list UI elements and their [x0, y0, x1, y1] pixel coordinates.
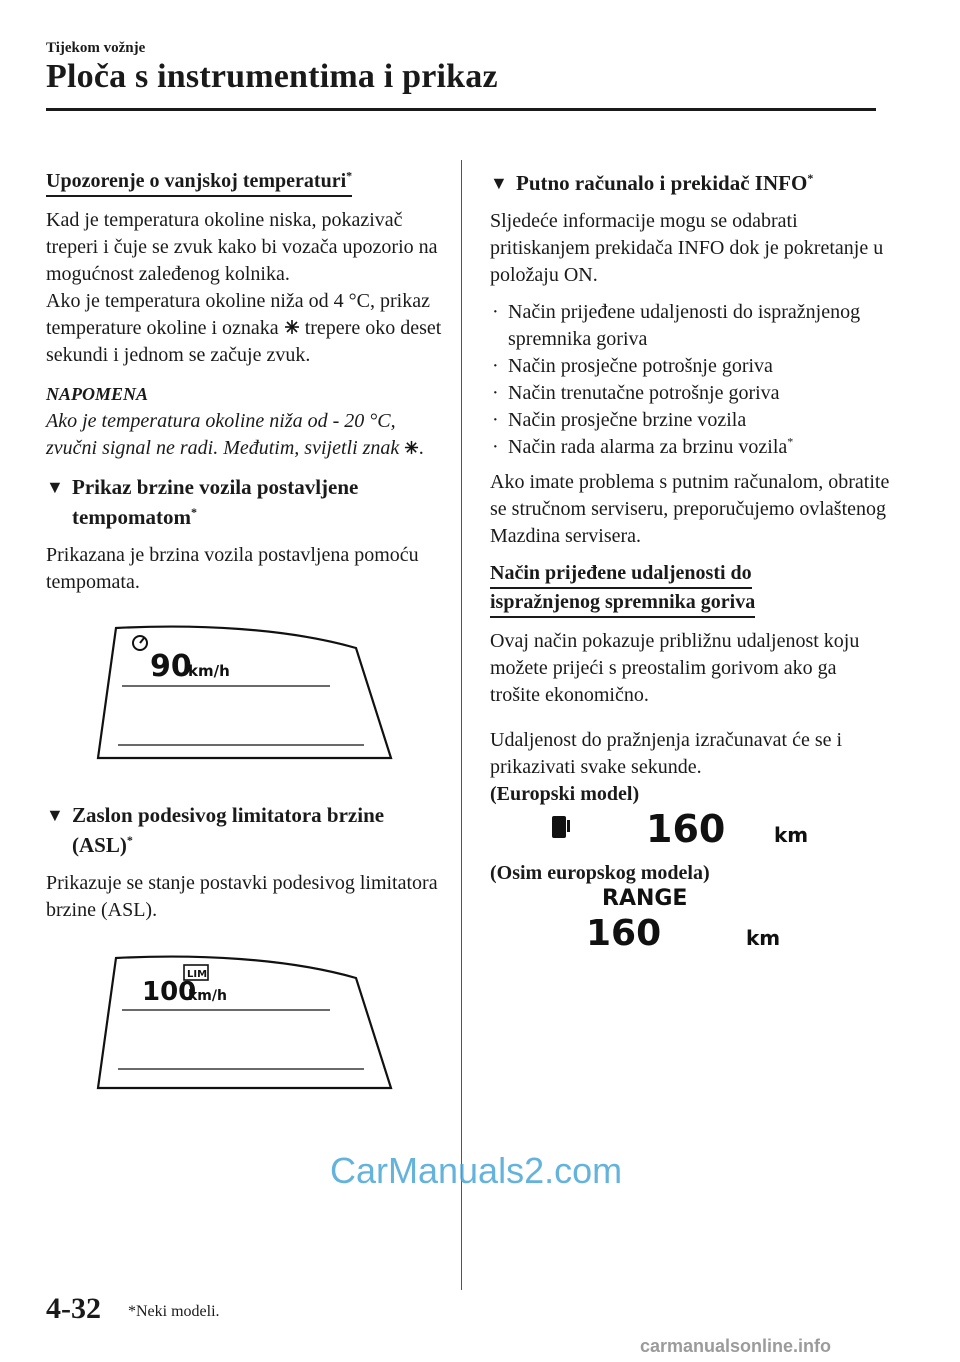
snowflake-icon	[284, 319, 300, 335]
snowflake-icon	[404, 440, 419, 455]
triangle-icon: ▼	[46, 805, 64, 825]
non-eu-model-label: (Osim europskog modela)	[490, 862, 710, 884]
triangle-icon: ▼	[490, 173, 508, 193]
range-heading-line-2: ispražnjenog spremnika goriva	[490, 589, 755, 618]
outside-temp-text-2: Ako je temperatura okoline niža od 4 °C, prikaz temperature okoline i oznaka trepere oko deset sekundi i jednom se začuje zvuk.	[46, 290, 442, 366]
outside-temp-text-1: Kad je temperatura okoline niska, pokazivač treperi i čuje se zvuk kako bi vozača upozorio na mogućnost zaleđenog kolnika.	[46, 209, 438, 285]
list-item: · Način prosječne potrošnje goriva	[492, 355, 773, 377]
non-eu-range-display	[490, 885, 890, 957]
range-heading-line-1: Način prijeđene udaljenosti do	[490, 560, 752, 589]
lim-badge-text: LIM	[187, 969, 208, 980]
asl-speed-value: 100	[142, 977, 197, 1007]
trip-intro: Sljedeće informacije mogu se odabrati pritiskanjem prekidača INFO dok je pokretanje u položaju ON.	[490, 210, 884, 286]
list-item: · Način rada alarma za brzinu vozila*	[492, 434, 794, 458]
site-watermark: carmanualsonline.info	[640, 1336, 832, 1356]
title-rule	[46, 108, 876, 111]
fuel-pump-icon	[552, 816, 570, 838]
cruise-text: Prikazana je brzina vozila postavljena pomoću tempomata.	[46, 544, 419, 593]
range-text-1: Ovaj način pokazuje približnu udaljenost koju možete prijeći s preostalim gorivom ako ga trošite ekonomično.	[490, 630, 860, 706]
range-text-2: Udaljenost do pražnjenja izračunavat će se i prikazivati svake sekunde.	[490, 729, 843, 778]
range-caption: RANGE	[602, 886, 688, 911]
note-title: NAPOMENA	[46, 384, 149, 404]
left-column	[46, 168, 446, 1108]
footnote: *Neki modeli.	[128, 1303, 220, 1320]
note-text: Ako je temperatura okoline niža od - 20 °C, zvučni signal ne radi. Međutim, svijetli znak .	[46, 410, 425, 459]
asl-display	[46, 948, 446, 1108]
triangle-icon: ▼	[46, 477, 64, 497]
trip-computer-heading: ▼ Putno računalo i prekidač INFO*	[490, 168, 890, 198]
right-column	[490, 168, 890, 957]
trip-service-text: Ako imate problema s putnim računalom, obratite se stručnom serviseru, preporučujemo ovlaštenog Mazdina servisera.	[490, 471, 890, 547]
cruise-speed-value: 90	[150, 649, 192, 684]
column-divider	[461, 160, 462, 1290]
list-item: · Način prijeđene udaljenosti do ispražnjenog spremnika goriva	[492, 301, 861, 350]
asl-speed-unit: km/h	[188, 988, 227, 1004]
cruise-heading: ▼ Prikaz brzine vozila postavljene tempomatom*	[46, 472, 446, 532]
breadcrumb: Tijekom vožnje	[46, 40, 146, 56]
page-number: 4-32	[46, 1292, 101, 1325]
cruise-speed-display	[46, 612, 446, 782]
page-title: Ploča s instrumentima i prikaz	[46, 58, 498, 95]
list-item: · Način trenutačne potrošnje goriva	[492, 382, 780, 404]
watermark: CarManuals2.com	[330, 1150, 623, 1191]
asl-heading: ▼ Zaslon podesivog limitatora brzine (ASL)*	[46, 800, 446, 860]
eu-model-label: (Europski model)	[490, 783, 640, 805]
non-eu-range-value: 160	[586, 913, 662, 954]
eu-range-display	[490, 808, 890, 860]
eu-range-unit: km	[774, 823, 809, 847]
trip-mode-list	[490, 299, 890, 461]
list-item: · Način prosječne brzine vozila	[492, 409, 747, 431]
asl-text: Prikazuje se stanje postavki podesivog limitatora brzine (ASL).	[46, 872, 438, 921]
outside-temp-heading: Upozorenje o vanjskoj temperaturi*	[46, 168, 352, 197]
eu-range-value: 160	[646, 808, 726, 851]
non-eu-range-unit: km	[746, 926, 781, 950]
cruise-speed-unit: km/h	[188, 662, 230, 680]
